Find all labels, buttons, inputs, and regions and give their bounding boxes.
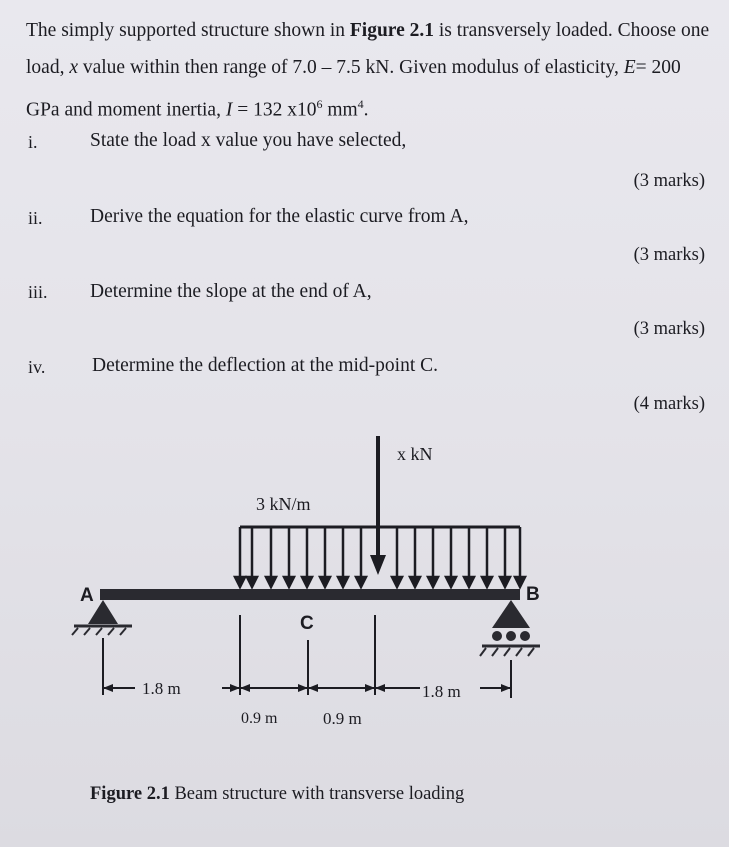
dim-mid-right: 0.9 m bbox=[323, 709, 362, 728]
question-3-text: Determine the slope at the end of A, bbox=[90, 281, 372, 302]
figure-reference: Figure 2.1 bbox=[349, 20, 435, 41]
intro-part1: The simply supported structure shown in bbox=[26, 20, 350, 41]
point-load-arrowhead bbox=[370, 555, 386, 575]
intro-part6: mm bbox=[322, 99, 358, 121]
var-x: x bbox=[69, 57, 78, 78]
exp-4: 4 bbox=[357, 97, 364, 111]
intro-part7: . bbox=[363, 99, 369, 121]
intro-part2: is transversely loaded. Choose one load, bbox=[26, 20, 710, 78]
dim-right: 1.8 m bbox=[422, 682, 461, 701]
question-1-text: State the load x value you have selected, bbox=[90, 130, 407, 151]
question-4-marks: (4 marks) bbox=[633, 394, 705, 414]
intro-part4: = 200 GPa and moment inertia, bbox=[26, 57, 681, 121]
caption-text: Beam structure with transverse loading bbox=[169, 784, 465, 804]
var-e: E bbox=[623, 57, 636, 78]
caption-figure-number: Figure 2.1 bbox=[90, 784, 170, 804]
question-2-text: Derive the equation for the elastic curve from A, bbox=[90, 206, 469, 227]
var-i: I bbox=[225, 99, 233, 121]
question-4-text: Determine the deflection at the mid-point C. bbox=[92, 355, 439, 376]
question-1-number: i. bbox=[28, 132, 38, 152]
beam bbox=[100, 589, 520, 600]
roller-support-right bbox=[492, 600, 530, 628]
question-4-number: iv. bbox=[28, 357, 46, 377]
question-3-number: iii. bbox=[28, 282, 48, 302]
intro-part3: value within then range of 7.0 – 7.5 kN. Given modulus of elasticity, bbox=[77, 57, 624, 78]
question-3-marks: (3 marks) bbox=[633, 319, 705, 339]
label-a: A bbox=[80, 585, 94, 606]
udl-label: 3 kN/m bbox=[256, 494, 311, 514]
exp-6: 6 bbox=[316, 97, 323, 111]
dim-left: 1.8 m bbox=[142, 679, 181, 698]
intro-part5: = 132 x10 bbox=[232, 99, 317, 121]
question-2-number: ii. bbox=[28, 208, 43, 228]
question-2-marks: (3 marks) bbox=[633, 245, 705, 265]
label-b: B bbox=[526, 584, 540, 605]
label-c: C bbox=[300, 613, 314, 634]
figure-caption bbox=[90, 784, 464, 805]
question-1-marks: (3 marks) bbox=[633, 171, 705, 191]
point-load-label: x kN bbox=[397, 444, 433, 464]
dim-mid-left: 0.9 m bbox=[241, 710, 278, 727]
